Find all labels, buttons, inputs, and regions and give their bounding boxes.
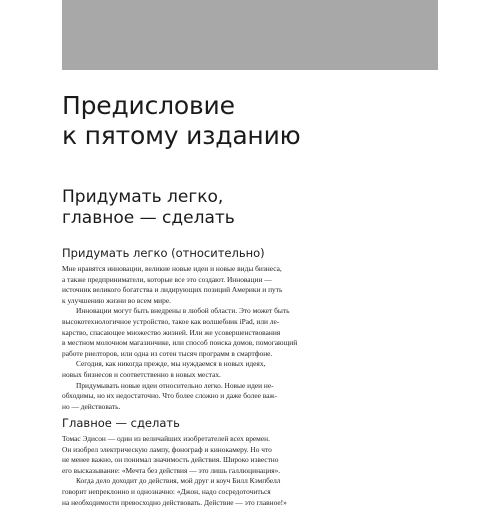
paragraph — [62, 264, 306, 306]
section-title-line: главное — сделать — [62, 208, 235, 228]
subsection-heading: Главное — сделать — [62, 416, 180, 430]
text-line: обходимы, но их недостаточно. Что более сложно и даже более важ- — [62, 391, 277, 401]
text-line: Придумывать новые идеи относительно легко. Новые идеи не- — [76, 380, 274, 390]
text-line: на необходимости превосходно действовать. Действие — это главное!» — [62, 497, 287, 507]
chapter-header-band — [62, 0, 438, 70]
text-line: новых бизнесов и соответственно в новых местах. — [62, 369, 221, 379]
text-line: к улучшению жизни во всем мире. — [62, 295, 171, 305]
subsection-body — [62, 434, 306, 508]
text-line: Инновации могут быть внедрены в любой области. Это может быть — [76, 306, 290, 316]
text-line: Томас Эдисон — один из величайших изобретателей всех времен. — [62, 434, 270, 443]
chapter-title — [62, 91, 438, 151]
text-line: его высказывание: «Мечта без действия — это лишь галлюцинация». — [62, 465, 281, 475]
text-line: Когда дело доходит до действия, мой друг и коуч Билл Кэмпбелл — [76, 476, 281, 486]
text-line: но — действовать. — [62, 401, 121, 411]
paragraph — [62, 359, 306, 380]
text-line: источник великого богатства и лидирующих позиций Америки и путь — [62, 285, 283, 295]
text-line: говорит непреклонно и однозначно: «Джон, надо сосредоточиться — [62, 486, 271, 496]
section-title-line: Придумать легко, — [62, 187, 224, 207]
text-line: не менее важно, он понимал значимость действия. Широко известно — [62, 455, 279, 465]
text-line: карство, спасающее множество жизней. Или же усовершенствования — [62, 327, 281, 337]
paragraph — [62, 476, 306, 508]
paragraph — [62, 434, 306, 476]
text-line: Он изобрел электрическую лампу, фонограф и кинокамеру. Но что — [62, 444, 272, 454]
section-title — [62, 187, 438, 229]
text-line: Мне нравятся инновации, великие новые идеи и новые виды бизнеса, — [62, 264, 282, 273]
subsection-body — [62, 264, 306, 412]
paragraph — [62, 306, 306, 359]
text-line: а также предприниматели, которые все это создают. Инновации — — [62, 274, 272, 284]
text-line: Сегодня, как никогда прежде, мы нуждаемся в новых идеях, — [76, 359, 266, 369]
paragraph — [62, 381, 306, 413]
text-line: в местном молочном магазинчике, или способ поиска домов, помогающий — [62, 338, 298, 348]
chapter-title-line: Предисловие — [62, 91, 235, 120]
text-line: высокотехнологичное устройство, такое как волшебник iPad, или ле- — [62, 316, 280, 326]
chapter-title-line: к пятому изданию — [62, 121, 301, 150]
subsection-heading: Придумать легко (относительно) — [62, 246, 265, 260]
text-line: работе риелторов, или одна из сотен тысяч программ в смартфоне. — [62, 348, 273, 358]
